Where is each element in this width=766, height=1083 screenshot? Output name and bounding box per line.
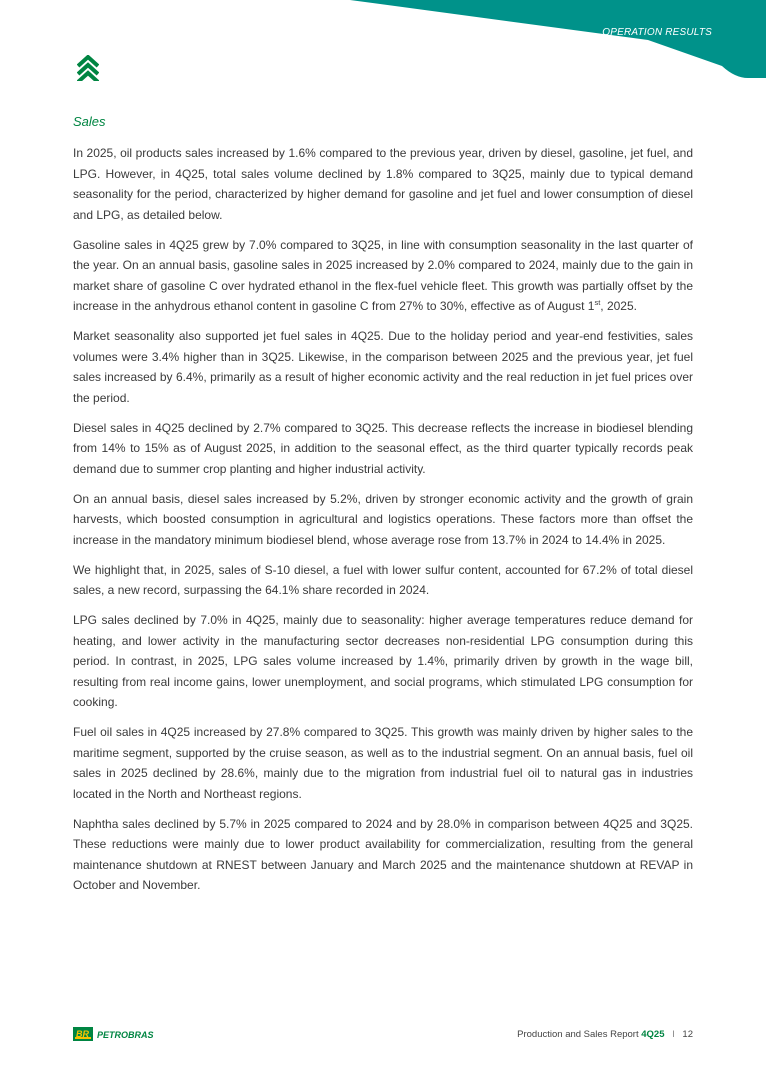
sales-body xyxy=(73,143,693,905)
paragraph-fuel-oil: Fuel oil sales in 4Q25 increased by 27.8% compared to 3Q25. This growth was mainly driven by higher sales to the maritime segment, supported by the cruise season, as well as to the industrial segment. On an annual basis, fuel oil sales in 2025 declined by 28.6%, mainly due to the migration from industrial fuel oil to natural gas in industries located in the North and Northeast regions. xyxy=(73,725,693,801)
report-title: Production and Sales Report xyxy=(517,1029,639,1040)
paragraph-naphtha: Naphtha sales declined by 5.7% in 2025 compared to 2024 and by 28.0% in comparison between 4Q25 and 3Q25. These reductions were mainly due to lower product availability for commercialization, resulting from the general maintenance shutdown at RNEST between January and March 2025 and the maintenance shutdown at REVAP in October and November. xyxy=(73,816,693,892)
chevron-up-double-icon xyxy=(77,55,99,81)
paragraph-overview: In 2025, oil products sales increased by 1.6% compared to the previous year, driven by diesel, gasoline, jet fuel, and LPG. However, in 4Q25, total sales volume declined by 1.8% compared to 3Q25, mainly due to typical demand seasonality for the period, characterized by higher demand for gasoline and jet fuel and lower consumption of diesel and LPG, as detailed below. xyxy=(73,146,693,222)
paragraph-lpg: LPG sales declined by 7.0% in 4Q25, mainly due to seasonality: higher average temperatures reduce demand for heating, and lower activity in the manufacturing sector decreases non-residential LPG consumption during this period. In contrast, in 2025, LPG sales volume increased by 1.4%, primarily driven by growth in the wage bill, resulting from real income gains, lower unemployment, and social programs, which stimulated LPG consumption for cooking. xyxy=(73,613,693,709)
paragraph-s10-diesel: We highlight that, in 2025, sales of S-10 diesel, a fuel with lower sulfur content, accounted for 67.2% of total diesel sales, a new record, surpassing the 64.1% share recorded in 2024. xyxy=(73,562,693,597)
petrobras-logo xyxy=(73,1027,169,1041)
paragraph-diesel-quarter: Diesel sales in 4Q25 declined by 2.7% compared to 3Q25. This decrease reflects the increase in biodiesel blending from 14% to 15% as of August 2025, in addition to the seasonal effect, as the third quarter typically records peak demand due to summer crop planting and higher industrial activity. xyxy=(73,420,693,476)
section-label: OPERATION RESULTS xyxy=(602,27,712,38)
footer-separator: I xyxy=(672,1029,675,1040)
paragraph-jet-fuel: Market seasonality also supported jet fuel sales in 4Q25. Due to the holiday period and year-end festivities, sales volumes were 3.4% higher than in 3Q25. Likewise, in the comparison between 2025 and the previous year, jet fuel sales increased by 6.4%, primarily as a result of higher economic activity and the real reduction in jet fuel prices over the period. xyxy=(73,329,693,405)
section-title: Sales xyxy=(73,114,106,129)
svg-text:BR: BR xyxy=(76,1029,89,1039)
quarter-label: 4Q25 xyxy=(641,1029,665,1040)
paragraph-gasoline: Gasoline sales in 4Q25 grew by 7.0% compared to 3Q25, in line with consumption seasonality in the last quarter of the year. On an annual basis, gasoline sales in 2025 increased by 2.0% compared to 2024, mainly due to the gain in market share of gasoline C over hydrated ethanol in the flex-fuel vehicle fleet. This growth was partially offset by the increase in the anhydrous ethanol content in gasoline C from 27% to 30%, effective as of August 1st, 2025. xyxy=(73,237,693,313)
paragraph-diesel-annual: On an annual basis, diesel sales increased by 5.2%, driven by stronger economic activity and the growth of grain harvests, which boosted consumption in agricultural and logistics operations. These factors more than offset the increase in the mandatory minimum biodiesel blend, whose average rose from 13.7% in 2024 to 14.4% in 2025. xyxy=(73,491,693,547)
svg-text:PETROBRAS: PETROBRAS xyxy=(97,1030,154,1040)
page-number: 12 xyxy=(682,1029,693,1040)
page-footer xyxy=(517,1029,693,1040)
header-banner xyxy=(0,0,766,80)
